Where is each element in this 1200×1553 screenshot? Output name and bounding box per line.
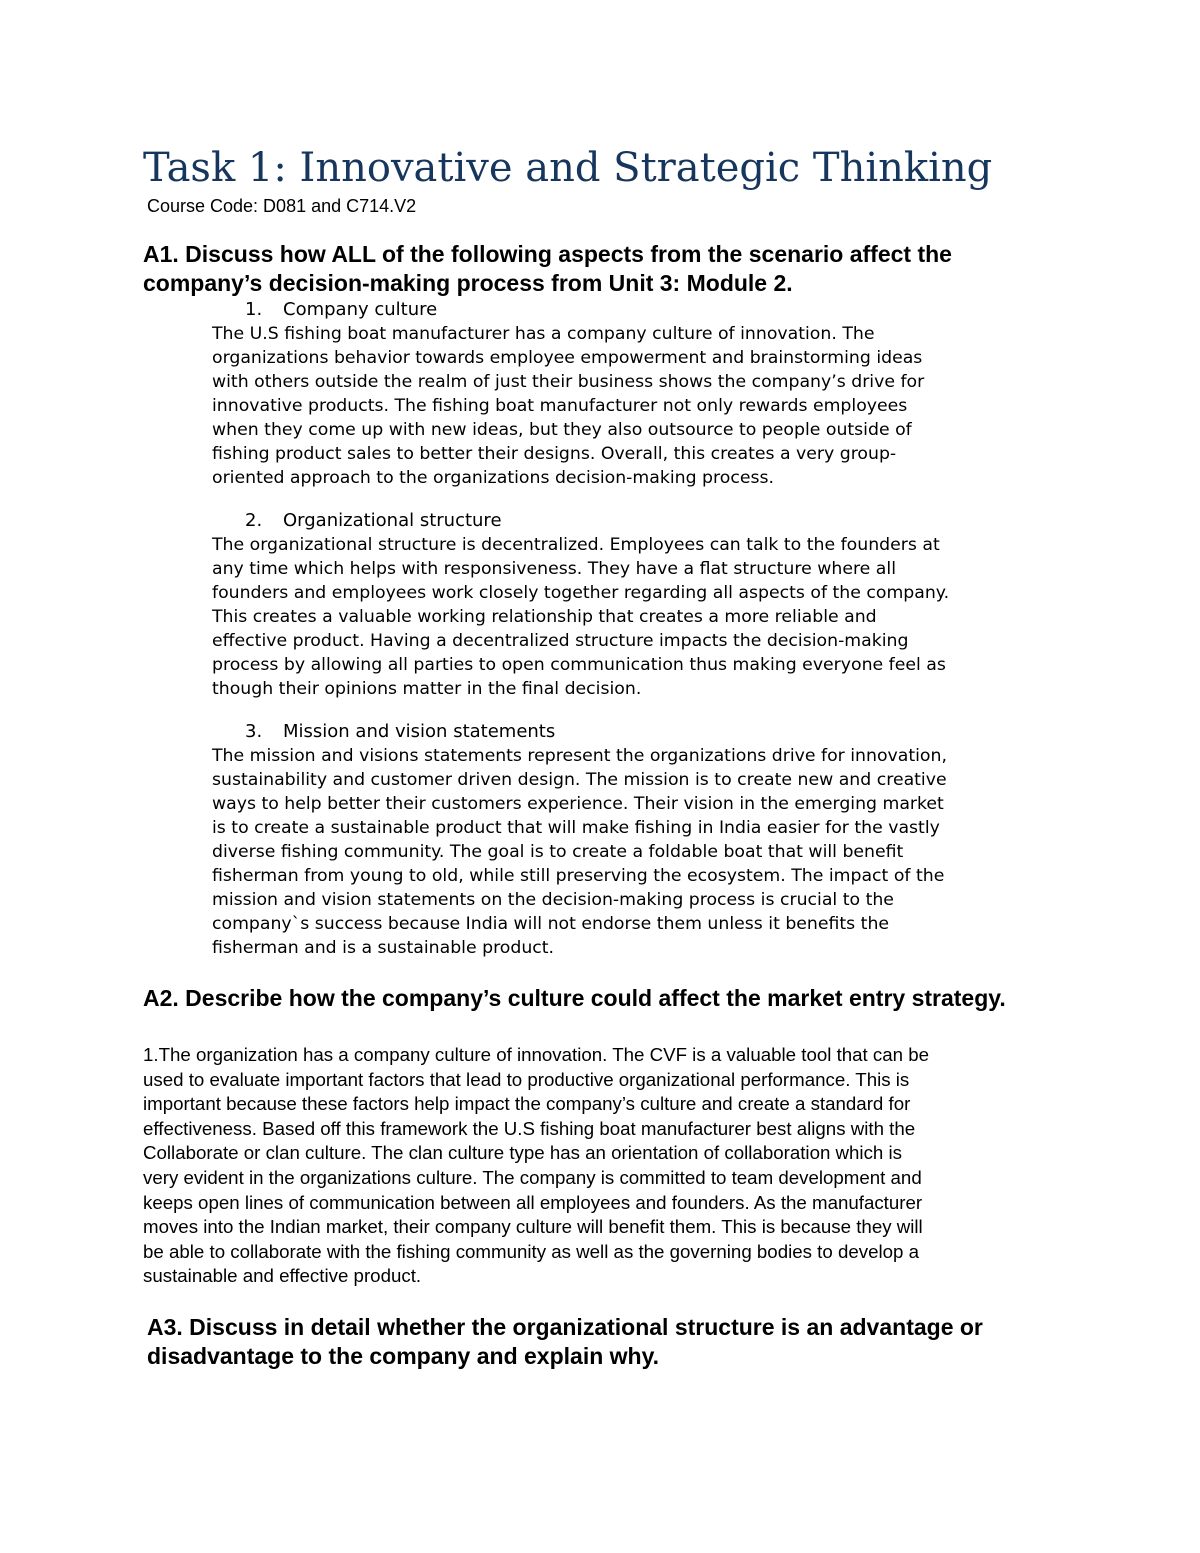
list-number: 3. xyxy=(245,721,263,742)
list-item-label: Company culture xyxy=(283,299,438,320)
list-number: 1. xyxy=(245,299,263,320)
a1-item-organizational-structure xyxy=(212,509,1112,701)
document-title: Task 1: Innovative and Strategic Thinking xyxy=(143,145,993,191)
a3-heading: A3. Discuss in detail whether the organizational structure is an advantage or disadvantage to the company and explain why. xyxy=(147,1314,983,1369)
a2-heading: A2. Describe how the company’s culture could affect the market entry strategy. xyxy=(143,985,1006,1011)
a1-item-company-culture xyxy=(212,298,1112,490)
course-code: Course Code: D081 and C714.V2 xyxy=(147,196,417,216)
list-number: 2. xyxy=(245,510,263,531)
answer-paragraph: The U.S fishing boat manufacturer has a company culture of innovation. The organizations behavior towards employee empowerment and brainstorming ideas with others outside the realm of just their business shows the company’s drive for innovative products. The fishing boat manufacturer not only rewards employees when they come up with new ideas, but they also outsource to people outside of fishing product sales to better their designs. Overall, this creates a very group- oriented approach to the organizations decision-making process. xyxy=(212,324,925,488)
a1-heading: A1. Discuss how ALL of the following aspects from the scenario affect the company’s decision-making process from Unit 3: Module 2. xyxy=(143,241,952,296)
list-item-label: Mission and vision statements xyxy=(283,721,556,742)
a1-item-mission-vision xyxy=(212,720,1112,960)
a2-answer-paragraph: 1.The organization has a company culture of innovation. The CVF is a valuable tool that can be used to evaluate important factors that lead to productive organizational performance. This is important because these factors help impact the company’s culture and create a standard for effectiveness. Based off this framework the U.S fishing boat manufacturer best aligns with the Collaborate or clan culture. The clan culture type has an orientation of collaboration which is very evident in the organizations culture. The company is committed to team development and keeps open lines of communication between all employees and founders. As the manufacturer moves into the Indian market, their company culture will benefit them. This is because they will be able to collaborate with the fishing community as well as the governing bodies to develop a sustainable and effective product. xyxy=(143,1044,930,1287)
answer-paragraph: The organizational structure is decentralized. Employees can talk to the founders at any time which helps with responsiveness. They have a flat structure where all founders and employees work closely together regarding all aspects of the company. This creates a valuable working relationship that creates a more reliable and effective product. Having a decentralized structure impacts the decision-making process by allowing all parties to open communication thus making everyone feel as though their opinions matter in the final decision. xyxy=(212,535,950,699)
list-item-label: Organizational structure xyxy=(283,510,502,531)
answer-paragraph: The mission and visions statements represent the organizations drive for innovation, sustainability and customer driven design. The mission is to create new and creative ways to help better their customers experience. Their vision in the emerging market is to create a sustainable product that will make fishing in India easier for the vastly diverse fishing community. The goal is to create a foldable boat that will benefit fisherman from young to old, while still preserving the ecosystem. The impact of the mission and vision statements on the decision-making process is crucial to the company`s success because India will not endorse them unless it benefits the fisherman and is a sustainable product. xyxy=(212,746,947,958)
